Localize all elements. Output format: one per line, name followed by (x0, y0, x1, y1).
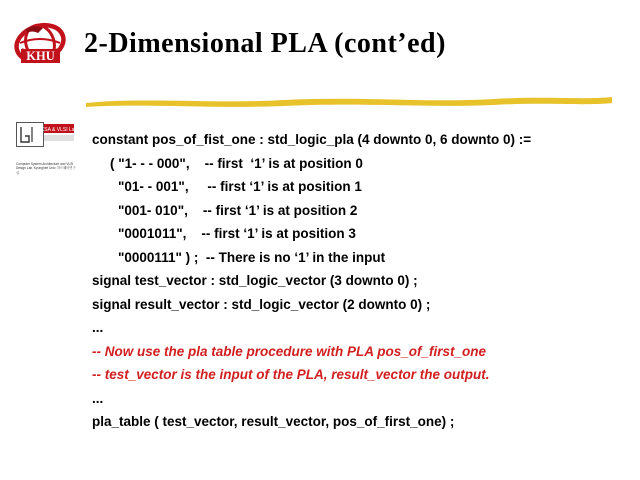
code-line: "0001011", -- first ‘1’ is at position 3 (118, 226, 356, 241)
code-line: ... (92, 320, 104, 335)
code-line: "001- 010", -- first ‘1’ is at position 2 (118, 202, 358, 218)
khu-logo (12, 22, 70, 72)
code-line: constant pos_of_fist_one : std_logic_pla (4 downto 0, 6 downto 0) := (92, 132, 532, 147)
code-line: signal test_vector : std_logic_vector (3 downto 0) ; (92, 273, 418, 288)
slide-body (92, 128, 628, 434)
institute-logo (16, 122, 78, 178)
institute-caption: Computer System Architecture and VLSI Design Lab. Kyunghee Univ. 하드웨어연구실 (16, 162, 76, 175)
code-comment-line: -- Now use the pla table procedure with PLA pos_of_first_one (92, 343, 487, 359)
code-line: signal result_vector : std_logic_vector (2 downto 0) ; (92, 296, 431, 312)
title-underline-decoration (84, 94, 614, 108)
code-comment-line: -- test_vector is the input of the PLA, result_vector the output. (92, 367, 490, 382)
page-title: 2-Dimensional PLA (cont’ed) (84, 28, 446, 59)
code-line: ( "1- - - 000", -- first ‘1’ is at position 0 (110, 155, 363, 171)
code-line: pla_table ( test_vector, result_vector, pos_of_first_one) ; (92, 414, 455, 429)
code-line: "01- - 001", -- first ‘1’ is at position 1 (118, 179, 362, 194)
khu-logo-text: KHU (26, 49, 55, 63)
code-line: ... (92, 390, 104, 406)
svg-text:CSA & VLSI Lab: CSA & VLSI Lab (40, 127, 78, 134)
code-line: "0000111" ) ; -- There is no ‘1’ in the input (118, 249, 386, 265)
